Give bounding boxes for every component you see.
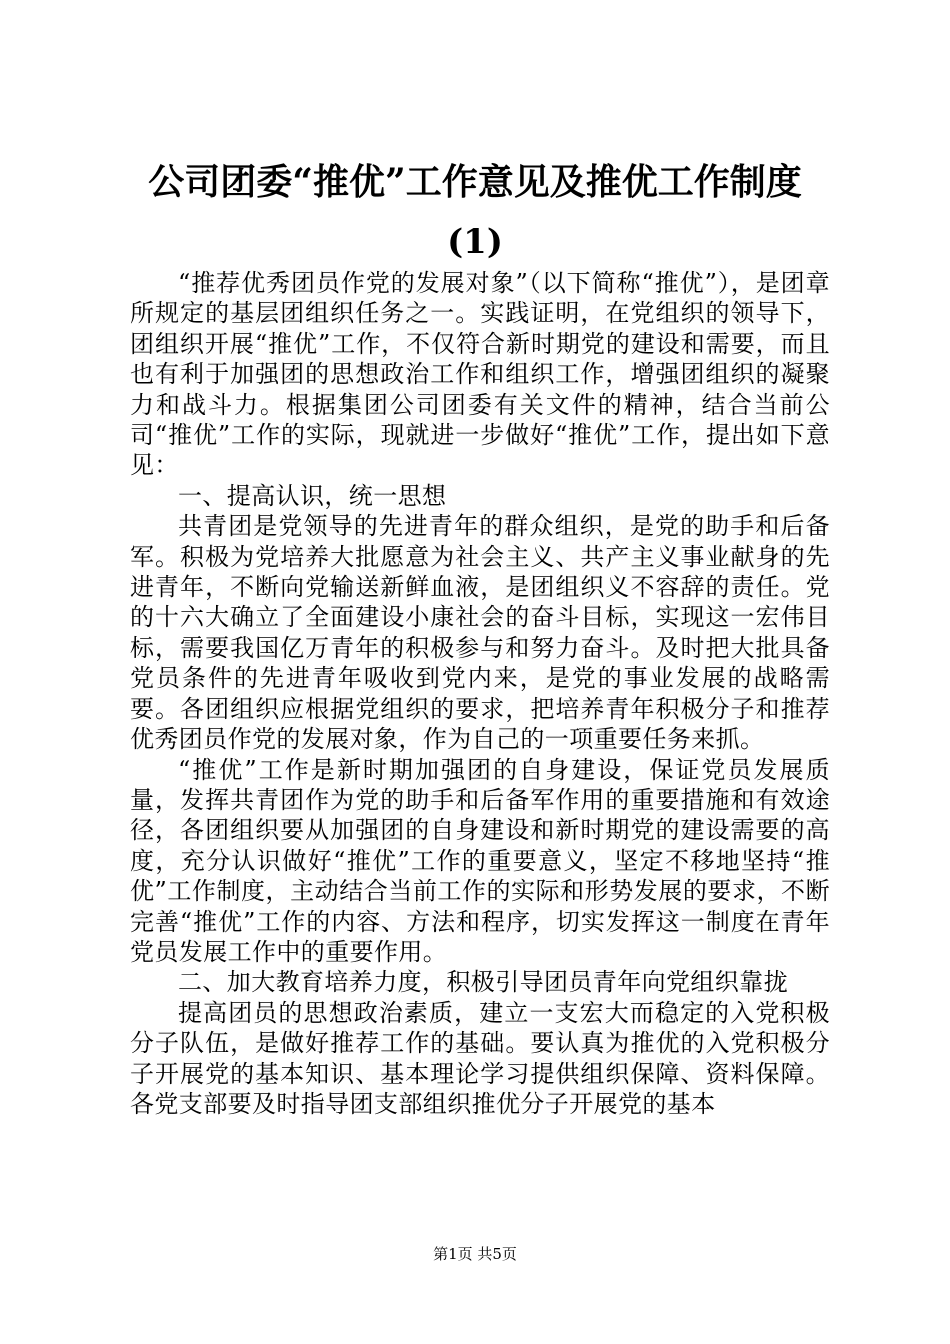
section-heading-1: 一、提高认识，统一思想 bbox=[178, 481, 447, 510]
paragraph-section1-a: 共青团是党领导的先进青年的群众组织，是党的助手和后备军。积极为党培养大批愿意为社会主义、共产主义事业献身的先进青年，不断向党输送新鲜血液，是团组织义不容辞的责任。党的十六大确立了全面建设小康社会的奋斗目标，实现这一宏伟目标，需要我国亿万青年的积极参与和努力奋斗。及时把大批具备党员条件的先进青年吸收到党内来，是党的事业发展的战略需要。各团组织应根据党组织的要求，把培养青年积极分子和推荐优秀团员作党的发展对象，作为自己的一项重要任务来抓。 bbox=[130, 512, 830, 754]
document-body bbox=[130, 268, 830, 1119]
paragraph-section2-a: 提高团员的思想政治素质，建立一支宏大而稳定的入党积极分子队伍，是做好推荐工作的基础。要认真为推优的入党积极分子开展党的基本知识、基本理论学习提供组织保障、资料保障。各党支部要及时指导团支部组织推优分子开展党的基本 bbox=[130, 998, 830, 1118]
paragraph-intro: “推荐优秀团员作党的发展对象”（以下简称“推优”），是团章所规定的基层团组织任务之一。实践证明，在党组织的领导下，团组织开展“推优”工作，不仅符合新时期党的建设和需要，而且也有利于加强团的思想政治工作和组织工作，增强团组织的凝聚力和战斗力。根据集团公司团委有关文件的精神，结合当前公司“推优”工作的实际，现就进一步做好“推优”工作，提出如下意见： bbox=[130, 269, 830, 480]
page-footer: 第1页 共5页 bbox=[433, 1245, 517, 1263]
paragraph-section1-b: “推优”工作是新时期加强团的自身建设，保证党员发展质量，发挥共青团作为党的助手和后备军作用的重要措施和有效途径，各团组织要从加强团的自身建设和新时期党的建设需要的高度，充分认识做好“推优”工作的重要意义，坚定不移地坚持“推优”工作制度，主动结合当前工作的实际和形势发展的要求，不断完善“推优”工作的内容、方法和程序，切实发挥这一制度在青年党员发展工作中的重要作用。 bbox=[130, 755, 830, 966]
document-title-suffix: (1) bbox=[447, 222, 503, 262]
document-title: 公司团委“推优”工作意见及推优工作制度 bbox=[148, 161, 802, 203]
section-heading-2: 二、加大教育培养力度，积极引导团员青年向党组织靠拢 bbox=[178, 968, 788, 997]
